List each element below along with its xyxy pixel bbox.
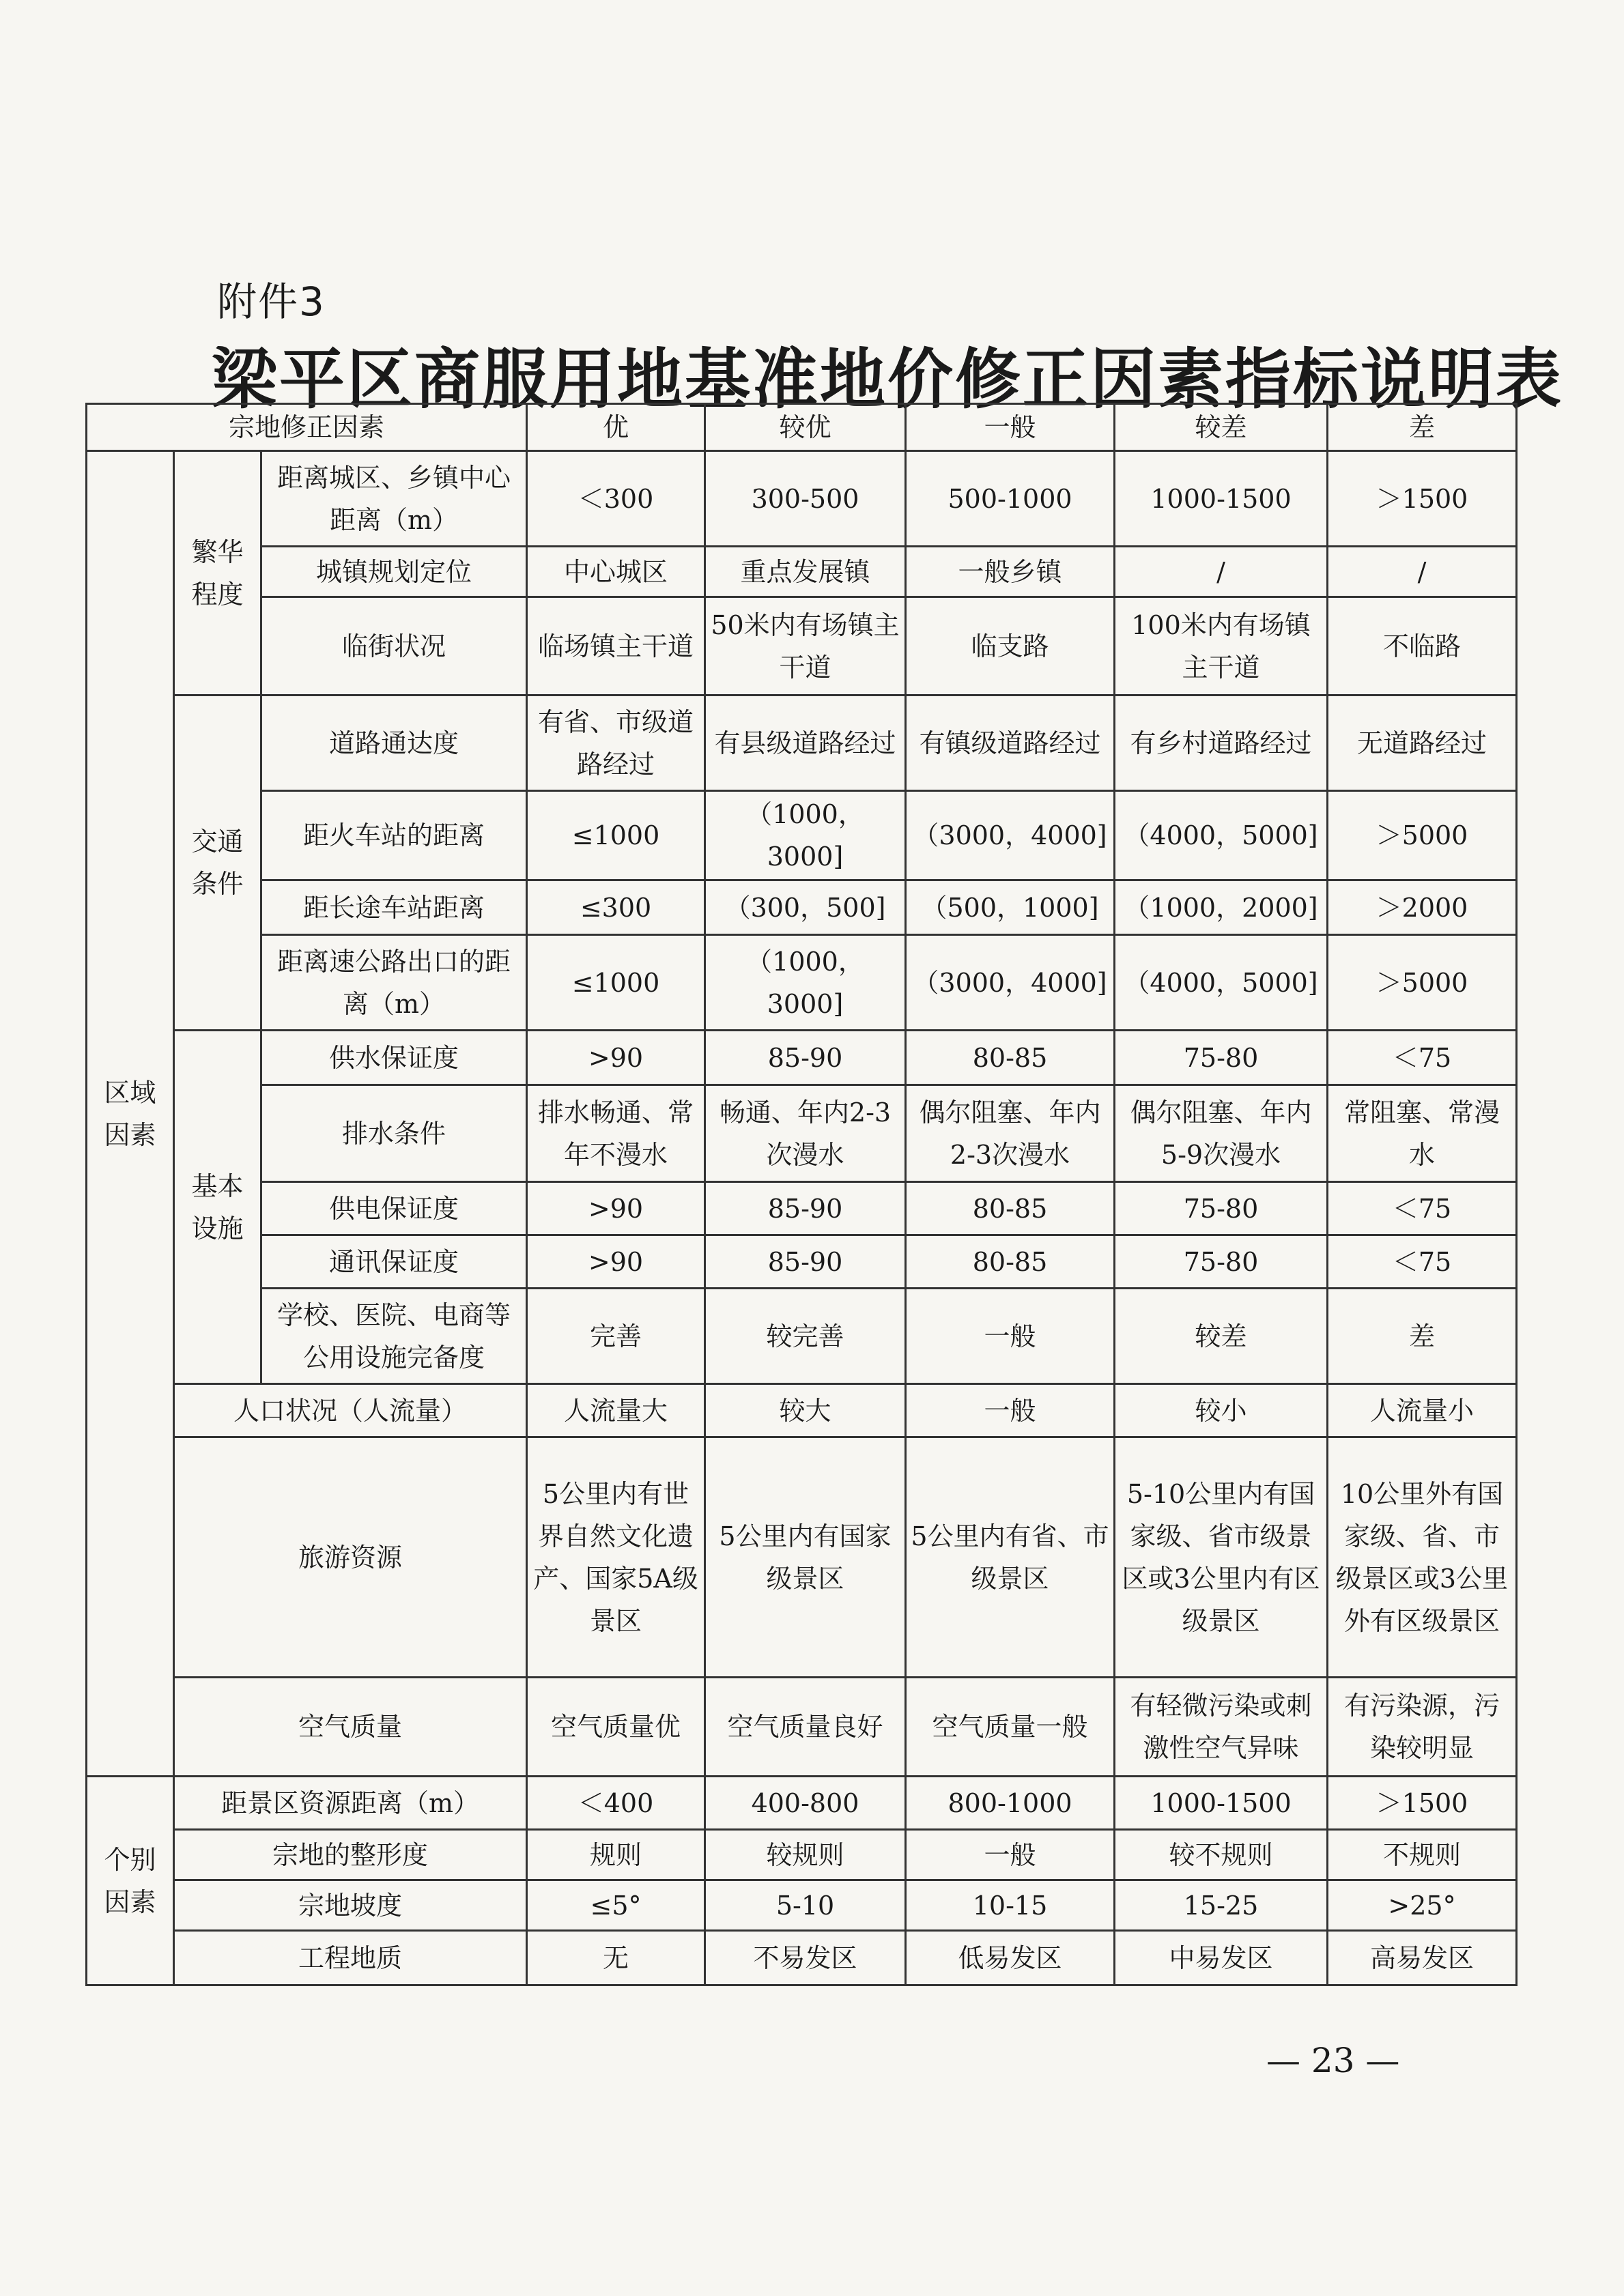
table-row [87,1235,1517,1289]
table-cell: >25° [1328,1880,1517,1931]
table-cell: 1000-1500 [1115,1777,1328,1830]
table-row [87,695,1517,791]
table-cell: 有乡村道路经过 [1115,695,1328,791]
table-row [87,1085,1517,1182]
table-cell: 15-25 [1115,1880,1328,1931]
table-cell: 有轻微污染或刺激性空气异味 [1115,1678,1328,1777]
table-cell: ＜400 [527,1777,705,1830]
table-cell: 一般乡镇 [906,547,1115,597]
row-label: 旅游资源 [174,1437,527,1678]
table-cell: 300-500 [705,451,906,547]
table-cell: 排水畅通、常年不漫水 [527,1085,705,1182]
table-cell: 较不规则 [1115,1830,1328,1880]
table-cell: ＜75 [1328,1182,1517,1235]
table-cell: ＜300 [527,451,705,547]
row-label: 人口状况（人流量） [174,1384,527,1437]
page-number: — 23 — [1266,2041,1400,2080]
table-row [87,1830,1517,1880]
table-cell: 80-85 [906,1031,1115,1085]
table-cell: / [1328,547,1517,597]
table-cell: 85-90 [705,1235,906,1289]
document-title: 梁平区商服用地基准地价修正因素指标说明表 [212,341,1563,418]
table-cell: 85-90 [705,1182,906,1235]
table-cell: （300，500] [705,880,906,935]
table-cell: 5公里内有国家级景区 [705,1437,906,1678]
table-cell: 空气质量优 [527,1678,705,1777]
table-cell: ≤5° [527,1880,705,1931]
header-grade: 较差 [1115,404,1328,451]
table-cell: 较规则 [705,1830,906,1880]
table-cell: （500，1000] [906,880,1115,935]
table-cell: 一般 [906,1830,1115,1880]
table-cell: 75-80 [1115,1031,1328,1085]
attachment-label: 附件3 [217,278,326,325]
table-cell: 差 [1328,1289,1517,1384]
group-regional: 区域因素 [87,451,174,1777]
table-cell: 75-80 [1115,1235,1328,1289]
row-label: 排水条件 [261,1085,527,1182]
table-cell: 不规则 [1328,1830,1517,1880]
table-row [87,1931,1517,1985]
header-grade: 一般 [906,404,1115,451]
table-row [87,791,1517,880]
row-label: 供电保证度 [261,1182,527,1235]
table-cell: 高易发区 [1328,1931,1517,1985]
table-cell: ＞1500 [1328,451,1517,547]
table-cell: >90 [527,1031,705,1085]
table-cell: 5公里内有世界自然文化遗产、国家5A级景区 [527,1437,705,1678]
table-cell: >90 [527,1235,705,1289]
table-cell: 500-1000 [906,451,1115,547]
table-row [87,451,1517,547]
table-cell: （3000，4000] [906,935,1115,1031]
table-cell: 偶尔阻塞、年内2-3次漫水 [906,1085,1115,1182]
table-cell: 偶尔阻塞、年内5-9次漫水 [1115,1085,1328,1182]
table-cell: 完善 [527,1289,705,1384]
table-row [87,1777,1517,1830]
row-label: 距景区资源距离（m） [174,1777,527,1830]
row-label: 学校、医院、电商等公用设施完备度 [261,1289,527,1384]
subgroup-infrastructure: 基本设施 [174,1031,261,1384]
table-cell: 空气质量一般 [906,1678,1115,1777]
row-label: 供水保证度 [261,1031,527,1085]
table-cell: 重点发展镇 [705,547,906,597]
row-label: 距长途车站距离 [261,880,527,935]
row-label: 道路通达度 [261,695,527,791]
table-cell: 有省、市级道路经过 [527,695,705,791]
table-row [87,1384,1517,1437]
table-cell: 有镇级道路经过 [906,695,1115,791]
table-cell: 低易发区 [906,1931,1115,1985]
table-cell: ＞2000 [1328,880,1517,935]
table-cell: 临场镇主干道 [527,597,705,695]
table-cell: 400-800 [705,1777,906,1830]
table-row [87,1289,1517,1384]
table-cell: （1000，3000] [705,935,906,1031]
table-cell: / [1115,547,1328,597]
table-cell: 50米内有场镇主干道 [705,597,906,695]
header-grade: 优 [527,404,705,451]
table-cell: 10-15 [906,1880,1115,1931]
table-cell: 80-85 [906,1235,1115,1289]
table-cell: 规则 [527,1830,705,1880]
table-cell: >90 [527,1182,705,1235]
row-label: 通讯保证度 [261,1235,527,1289]
table-row [87,1678,1517,1777]
table-cell: ≤1000 [527,791,705,880]
table-header-row [87,404,1517,451]
table-cell: （1000，3000] [705,791,906,880]
correction-factor-table [85,403,1518,1986]
table-cell: 75-80 [1115,1182,1328,1235]
row-label: 距离速公路出口的距离（m） [261,935,527,1031]
header-grade: 差 [1328,404,1517,451]
row-label: 临街状况 [261,597,527,695]
table-row [87,880,1517,935]
table-cell: 800-1000 [906,1777,1115,1830]
table-cell: 10公里外有国家级、省、市级景区或3公里外有区级景区 [1328,1437,1517,1678]
header-grade: 较优 [705,404,906,451]
table-row [87,1182,1517,1235]
row-label: 宗地坡度 [174,1880,527,1931]
row-label: 宗地的整形度 [174,1830,527,1880]
table-cell: ＞5000 [1328,791,1517,880]
table-cell: （4000，5000] [1115,791,1328,880]
table-cell: （1000，2000] [1115,880,1328,935]
table-cell: 较小 [1115,1384,1328,1437]
table-cell: 常阻塞、常漫水 [1328,1085,1517,1182]
table-row [87,1031,1517,1085]
table-cell: 有污染源，污染较明显 [1328,1678,1517,1777]
table-cell: 无道路经过 [1328,695,1517,791]
subgroup-traffic: 交通条件 [174,695,261,1031]
table-cell: ≤1000 [527,935,705,1031]
table-row [87,1437,1517,1678]
table-cell: 100米内有场镇主干道 [1115,597,1328,695]
table-cell: ＞1500 [1328,1777,1517,1830]
table-cell: 5公里内有省、市级景区 [906,1437,1115,1678]
table-cell: 中心城区 [527,547,705,597]
table-cell: 80-85 [906,1182,1115,1235]
group-individual: 个别因素 [87,1777,174,1985]
table-cell: 无 [527,1931,705,1985]
table-cell: 中易发区 [1115,1931,1328,1985]
table-cell: 较大 [705,1384,906,1437]
table-cell: 人流量小 [1328,1384,1517,1437]
table-cell: ＜75 [1328,1031,1517,1085]
table-row [87,597,1517,695]
table-cell: ＜75 [1328,1235,1517,1289]
row-label: 距火车站的距离 [261,791,527,880]
row-label: 城镇规划定位 [261,547,527,597]
table-cell: 人流量大 [527,1384,705,1437]
table-cell: （3000，4000] [906,791,1115,880]
subgroup-prosperity: 繁华程度 [174,451,261,695]
table-cell: 较差 [1115,1289,1328,1384]
table-cell: 畅通、年内2-3次漫水 [705,1085,906,1182]
table-cell: 1000-1500 [1115,451,1328,547]
table-row [87,1880,1517,1931]
row-label: 空气质量 [174,1678,527,1777]
table-row [87,547,1517,597]
table-cell: 85-90 [705,1031,906,1085]
table-cell: 较完善 [705,1289,906,1384]
table-cell: 不临路 [1328,597,1517,695]
table-cell: 临支路 [906,597,1115,695]
table-cell: 有县级道路经过 [705,695,906,791]
table-row [87,935,1517,1031]
table-cell: 5-10 [705,1880,906,1931]
row-label: 距离城区、乡镇中心距离（m） [261,451,527,547]
header-factor: 宗地修正因素 [87,404,527,451]
table-cell: 5-10公里内有国家级、省市级景区或3公里内有区级景区 [1115,1437,1328,1678]
table-cell: （4000，5000] [1115,935,1328,1031]
row-label: 工程地质 [174,1931,527,1985]
table-cell: 一般 [906,1289,1115,1384]
table-cell: ≤300 [527,880,705,935]
table-cell: 空气质量良好 [705,1678,906,1777]
table-cell: ＞5000 [1328,935,1517,1031]
table-cell: 一般 [906,1384,1115,1437]
table-cell: 不易发区 [705,1931,906,1985]
